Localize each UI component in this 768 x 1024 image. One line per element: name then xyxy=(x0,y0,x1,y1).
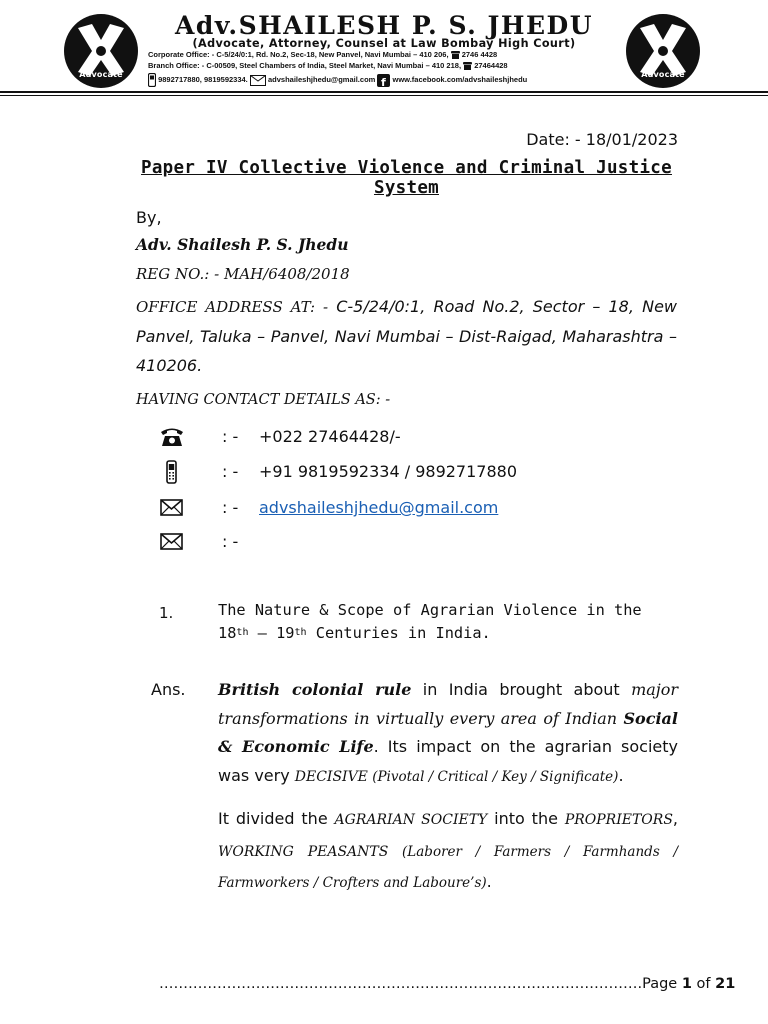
contact-header: HAVING CONTACT DETAILS AS: - xyxy=(136,392,391,408)
text-run: , xyxy=(672,809,679,828)
page-footer xyxy=(159,976,736,992)
office-address-block xyxy=(136,292,677,380)
total-pages: 21 xyxy=(715,976,736,992)
contact-separator: : - xyxy=(222,532,239,551)
contact-separator: : - xyxy=(222,462,239,481)
question-text xyxy=(218,599,678,645)
envelope-icon xyxy=(158,530,186,554)
contact-row-phone xyxy=(158,425,678,449)
contact-separator: : - xyxy=(222,498,239,517)
emphasis: British colonial rule xyxy=(218,680,412,699)
corporate-phone: 2746 4428 xyxy=(461,50,498,59)
emphasis: WORKING PEASANTS xyxy=(218,843,389,860)
letterhead-subtitle: (Advocate, Attorney, Counsel at Law Bombay High Court) xyxy=(192,37,576,50)
document-date: Date: - 18/01/2023 xyxy=(526,130,678,149)
answer-paragraph-2 xyxy=(218,804,678,899)
question-text-part: Centuries in India. xyxy=(306,624,491,642)
contact-row-email-2 xyxy=(158,530,678,554)
contact-row-email xyxy=(158,496,678,520)
corporate-office-line xyxy=(148,50,626,60)
mobile-phone-icon xyxy=(158,460,186,484)
mobile-numbers: 9892717880, 9819592334. xyxy=(158,74,248,84)
envelope-icon xyxy=(158,496,186,520)
question-text-part: The Nature & Scope of Agrarian Violence in the 18 xyxy=(218,601,642,642)
phone-number: +022 27464428/- xyxy=(259,427,401,446)
advocate-logo-left xyxy=(64,14,138,88)
branch-office: Branch Office: - C-00509, Steel Chambers of India, Steel Market, Navi Mumbai – 410 218, xyxy=(148,61,462,70)
emphasis: major transformations in virtually every area of Indian xyxy=(218,680,679,728)
contact-row-mobile xyxy=(158,460,678,484)
mobile-numbers: +91 9819592334 / 9892717880 xyxy=(259,462,518,481)
parenthetical: (Laborer / Farmers / Farmhands / Farmworkers / Crofters and Laboure’s) xyxy=(218,843,678,891)
page-number: 1 xyxy=(681,976,692,992)
text-run: . xyxy=(486,872,492,891)
by-label: By, xyxy=(136,208,162,227)
text-run: . xyxy=(618,765,624,785)
registration-number: REG NO.: - MAH/6408/2018 xyxy=(136,265,350,283)
header-divider xyxy=(0,91,768,93)
office-address: C-5/24/0:1, Road No.2, Sector – 18, New Panvel, Taluka – Panvel, Navi Mumbai – Dist-Raigad, Maharashtra – 410206. xyxy=(136,297,678,375)
logo-text: Advocate xyxy=(79,70,123,79)
question-text-part: – 19 xyxy=(248,624,295,642)
question-number: 1. xyxy=(159,604,174,622)
superscript: th xyxy=(236,627,249,638)
text-run: It divided the xyxy=(218,809,335,828)
contact-separator: : - xyxy=(222,427,239,446)
parenthetical: (Pivotal / Critical / Key / Significate) xyxy=(367,768,619,785)
facebook-icon xyxy=(377,74,390,87)
of-label: of xyxy=(691,976,716,992)
envelope-icon xyxy=(250,75,266,86)
emphasis: AGRARIAN SOCIETY xyxy=(334,812,488,828)
corporate-office: Corporate Office: - C-5/24/0:1, Rd. No.2, Sec-18, New Panvel, Navi Mumbai – 410 206, xyxy=(148,50,449,59)
telephone-icon xyxy=(451,51,460,59)
advocate-logo-right xyxy=(626,14,700,88)
advocate-name: Adv. Shailesh P. S. Jhedu xyxy=(136,235,349,254)
mobile-phone-icon xyxy=(148,73,156,87)
facebook-link[interactable]: www.facebook.com/advshaileshjhedu xyxy=(392,74,528,84)
answer-label: Ans. xyxy=(151,680,186,699)
page-label: Page xyxy=(642,976,682,992)
emphasis: DECISIVE xyxy=(294,768,368,785)
text-run: . Its impact on the agrarian society was very xyxy=(218,737,678,785)
branch-office-line xyxy=(148,61,626,71)
text-run: into the xyxy=(487,809,565,828)
letterhead-email[interactable]: advshaileshjhedu@gmail.com xyxy=(267,74,376,84)
emphasis: PROPRIETORS xyxy=(564,812,673,828)
svg-text:f: f xyxy=(381,75,387,87)
header-divider-thin xyxy=(0,95,768,96)
superscript: th xyxy=(294,627,307,638)
emphasis: Social & Economic Life xyxy=(218,708,678,756)
office-address-label: OFFICE ADDRESS AT: - xyxy=(136,298,329,316)
email-link[interactable]: advshaileshjhedu@gmail.com xyxy=(259,498,499,517)
branch-phone: 27464428 xyxy=(474,61,508,70)
contact-line xyxy=(148,73,626,87)
letterhead-name: Adv.SHAILESH P. S. JHEDU xyxy=(175,11,593,40)
telephone-icon xyxy=(463,62,472,70)
logo-text: Advocate xyxy=(641,70,685,79)
paper-title: Paper IV Collective Violence and Criminal Justice System xyxy=(141,158,672,198)
telephone-icon xyxy=(158,425,186,449)
answer-paragraph-1 xyxy=(218,676,678,791)
letterhead xyxy=(0,0,768,96)
footer-dots: ………………………………………………………………………………………. xyxy=(159,976,643,992)
text-run: in India brought about xyxy=(411,680,632,699)
